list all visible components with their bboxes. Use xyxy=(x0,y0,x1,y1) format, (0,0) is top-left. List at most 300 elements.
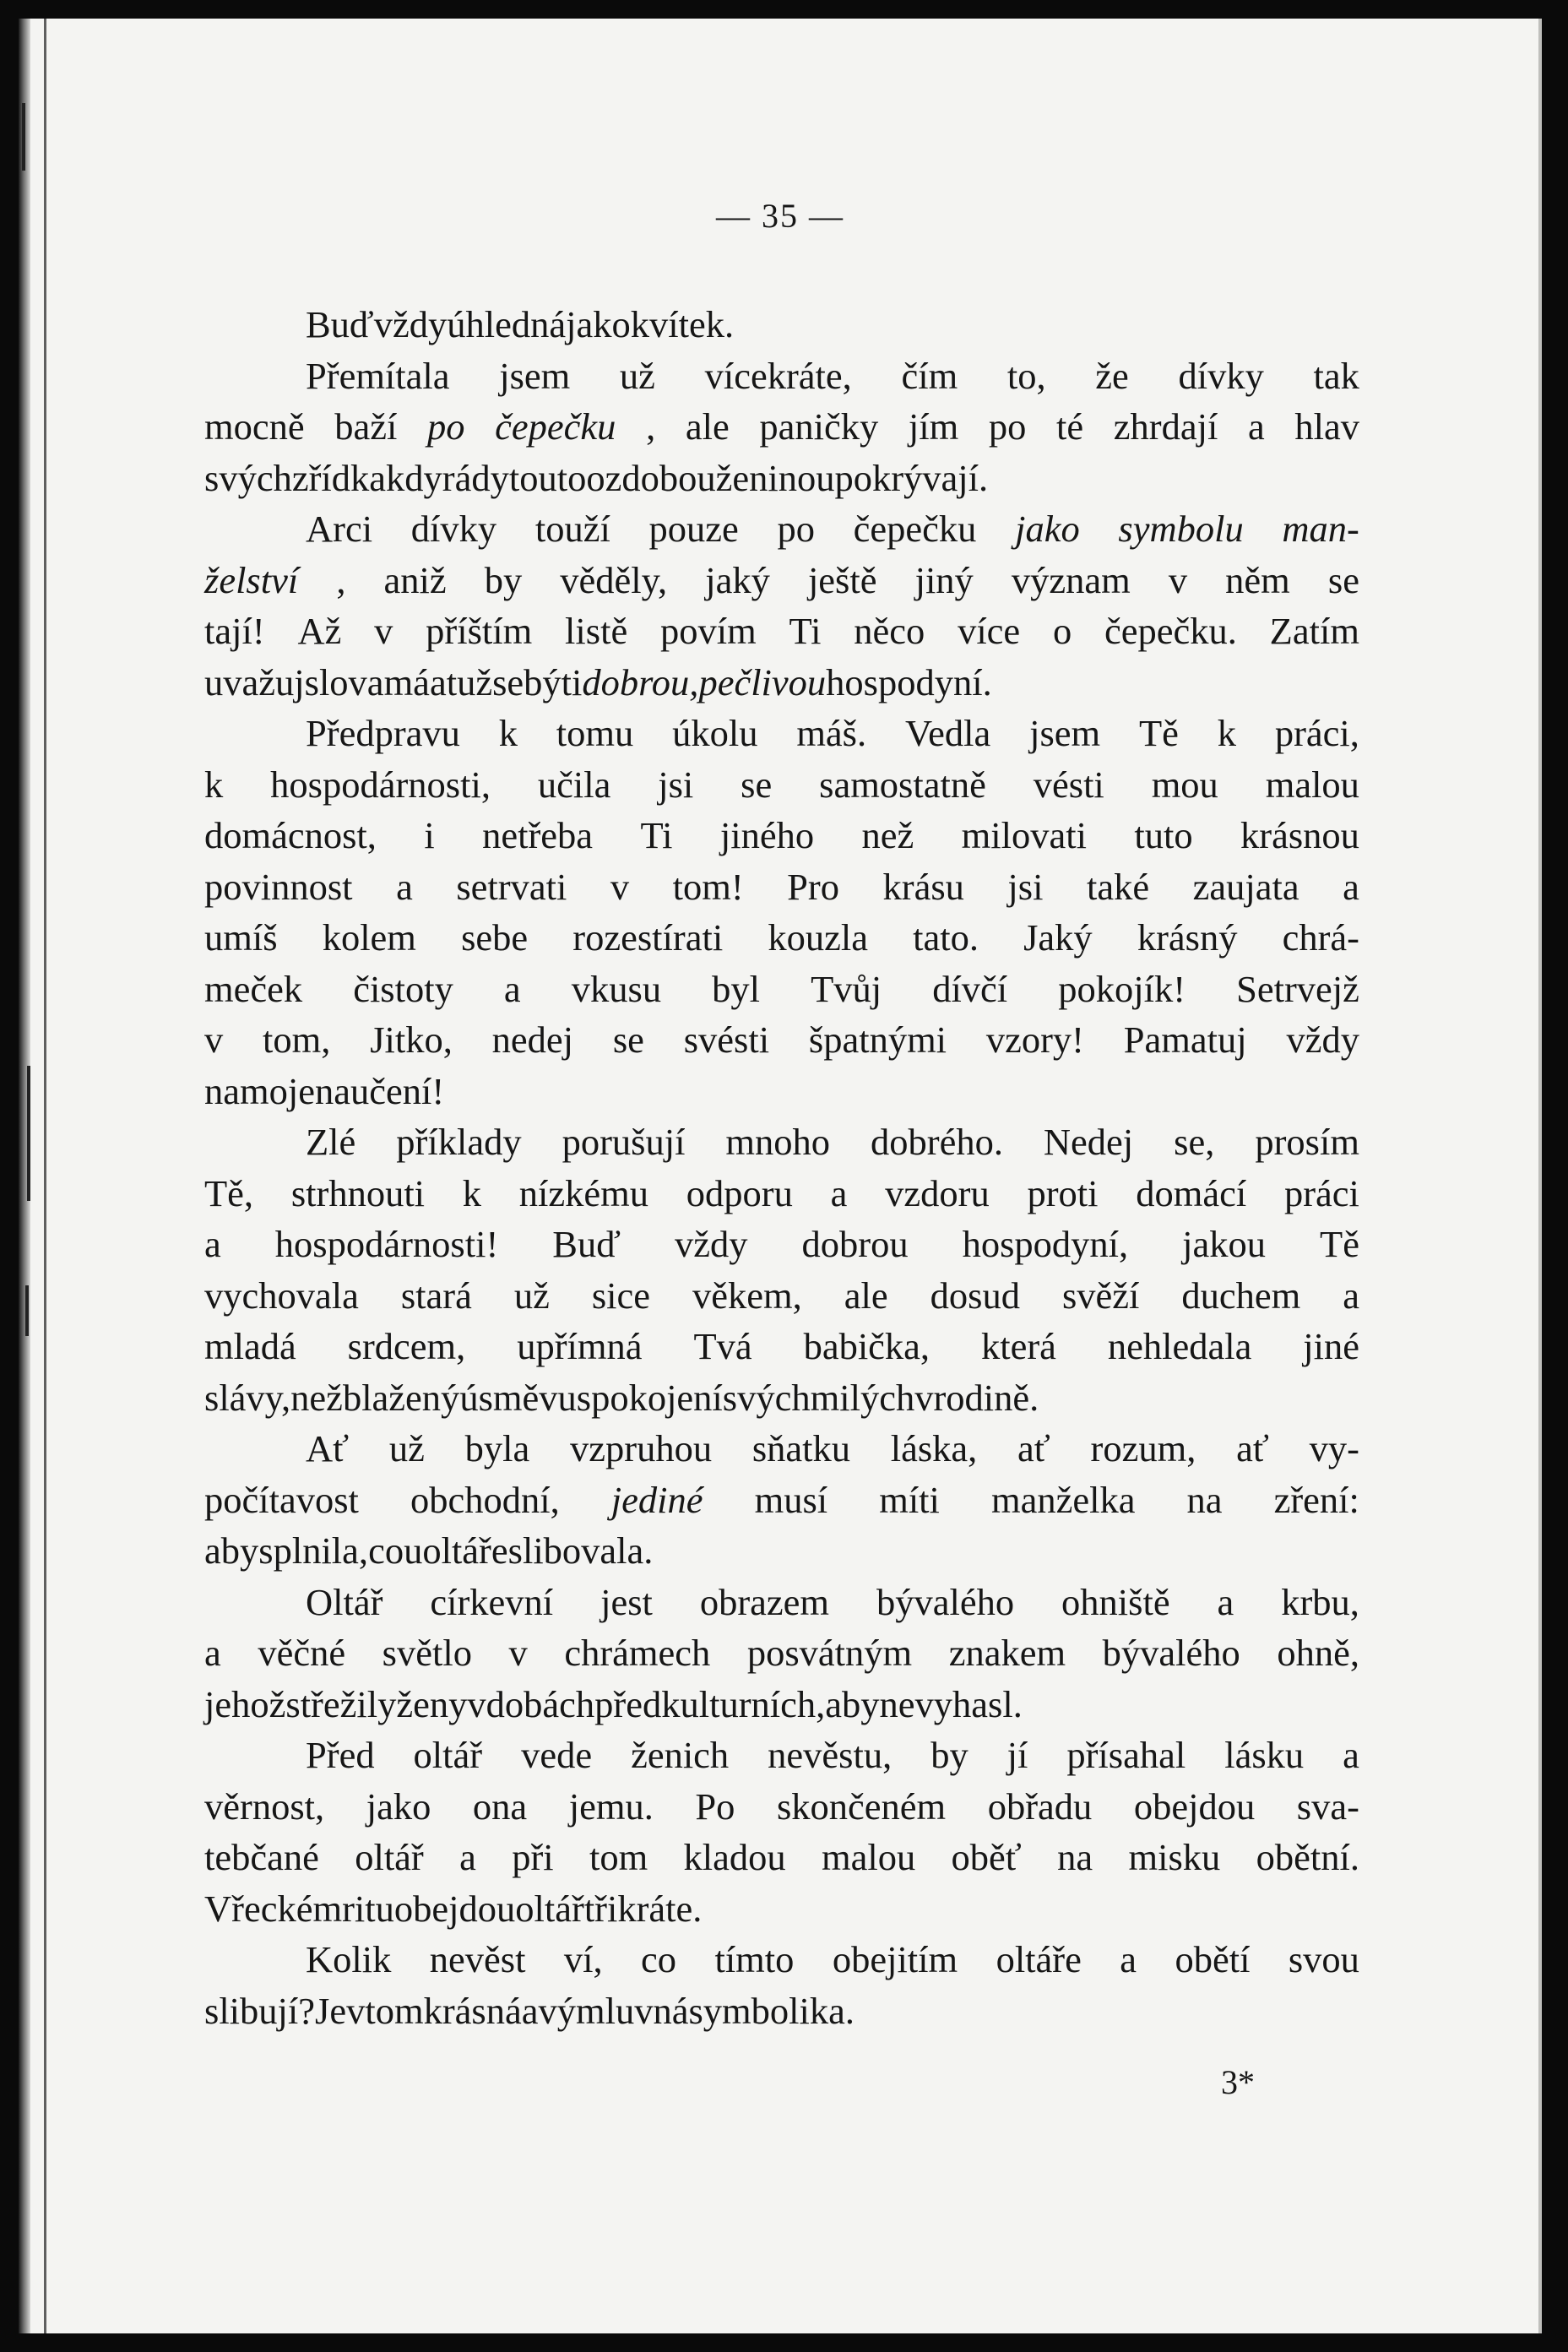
word: světlo xyxy=(382,1632,472,1674)
word: Vedla xyxy=(904,712,991,754)
word: a xyxy=(830,1171,848,1214)
word: čepečku xyxy=(495,405,616,448)
word: listě xyxy=(565,610,628,652)
word: jediné xyxy=(610,1478,703,1521)
word: sebe xyxy=(461,916,529,959)
word: práci xyxy=(1283,1171,1359,1214)
word: jako xyxy=(566,303,631,345)
word: mnoho xyxy=(725,1121,831,1163)
word: a xyxy=(503,967,521,1010)
word: kvítek. xyxy=(630,303,735,345)
text-line xyxy=(204,606,1359,657)
word: dívčí xyxy=(932,967,1008,1010)
word: krásná xyxy=(423,1989,522,2032)
word: Jitko, xyxy=(370,1018,453,1061)
word: a xyxy=(1343,865,1359,908)
word: mou xyxy=(1151,763,1218,806)
word: už xyxy=(388,1427,425,1469)
word: vícekráte, xyxy=(704,354,852,397)
word: upřímná xyxy=(517,1325,643,1367)
word: Po xyxy=(695,1784,735,1828)
word: , xyxy=(646,405,656,448)
word: bývalého xyxy=(876,1580,1015,1623)
word: posvátným xyxy=(746,1632,913,1674)
word: byla xyxy=(464,1427,530,1469)
word: než xyxy=(861,814,914,856)
word: tato. xyxy=(913,916,979,959)
word: ona xyxy=(472,1784,528,1828)
word: věkem, xyxy=(692,1274,802,1317)
word: třikráte. xyxy=(583,1887,703,1930)
word: baží xyxy=(334,405,398,448)
word: krásnou xyxy=(1240,814,1359,856)
word: mladá xyxy=(204,1325,296,1367)
word: a xyxy=(1343,1274,1359,1317)
word: dobách xyxy=(486,1682,595,1725)
word: jest xyxy=(600,1580,653,1623)
word: dobrou xyxy=(801,1223,909,1265)
word: slibují? xyxy=(204,1989,316,2032)
text-line xyxy=(204,810,1359,861)
word: dívky xyxy=(1178,354,1264,397)
word: lásku xyxy=(1224,1734,1305,1776)
word: setrvati xyxy=(456,865,567,908)
word: na xyxy=(204,1069,241,1112)
word: naučení! xyxy=(315,1069,445,1112)
word: vždy xyxy=(373,303,448,345)
word: obětí xyxy=(1175,1938,1251,1980)
word: už xyxy=(513,1274,550,1317)
word: obřadu xyxy=(987,1784,1093,1828)
word: oltář xyxy=(515,1887,584,1930)
word: jako xyxy=(366,1784,431,1828)
word: Tě xyxy=(1138,712,1179,754)
word: v xyxy=(610,865,630,908)
word: sva- xyxy=(1296,1784,1359,1828)
word: srdcem, xyxy=(347,1325,466,1367)
word: příklady xyxy=(396,1121,522,1163)
word: obrazem xyxy=(699,1580,830,1623)
word: a xyxy=(521,1989,539,2032)
word: touto xyxy=(508,456,587,499)
word: Tvá xyxy=(693,1325,752,1367)
word: se xyxy=(612,1018,644,1061)
word: netřeba xyxy=(482,814,594,856)
word: a xyxy=(1120,1938,1137,1980)
word: sňatku xyxy=(751,1427,850,1469)
word: ozdobou xyxy=(586,456,716,499)
text-line xyxy=(204,555,1359,606)
word: a xyxy=(1343,1734,1359,1776)
word: a xyxy=(204,1223,221,1265)
text-line xyxy=(204,1116,1359,1168)
word: na xyxy=(1186,1478,1223,1521)
word: by xyxy=(484,558,523,601)
text-line xyxy=(204,1066,1359,1117)
word: ale xyxy=(844,1274,888,1317)
word: po xyxy=(988,405,1027,448)
word: oltáře xyxy=(996,1938,1082,1980)
word: Přemítala xyxy=(306,354,450,397)
word: , xyxy=(336,558,346,601)
word: ať xyxy=(1017,1427,1050,1469)
word: vzpruhou xyxy=(570,1427,713,1469)
word: čím xyxy=(901,354,958,397)
word: Ti xyxy=(789,610,822,652)
word: slova xyxy=(304,660,384,703)
word: Arci xyxy=(306,508,373,550)
word: a xyxy=(1247,405,1265,448)
word: umíš xyxy=(204,916,278,959)
word: jí xyxy=(1006,1734,1028,1776)
word: duchem xyxy=(1181,1274,1301,1317)
word: želství xyxy=(204,558,299,601)
text-line xyxy=(204,1525,1359,1577)
word: sice xyxy=(591,1274,651,1317)
word: milovati xyxy=(961,814,1087,856)
word: v xyxy=(508,1632,528,1674)
word: jsem xyxy=(499,354,571,397)
word: uvažuj xyxy=(204,660,305,703)
word: chrámech xyxy=(564,1632,711,1674)
word: skončeném xyxy=(776,1784,947,1828)
text-line xyxy=(204,1985,1359,2037)
word: jsi xyxy=(1007,865,1044,908)
word: jím xyxy=(908,405,959,448)
word: oltáře xyxy=(422,1529,508,1572)
word: ale xyxy=(685,405,730,448)
word: v xyxy=(914,1376,934,1419)
word: vzory! xyxy=(985,1018,1084,1061)
word: krásný xyxy=(1137,916,1238,959)
word: věčné xyxy=(258,1632,346,1674)
word: Kolik xyxy=(306,1938,392,1980)
word: k xyxy=(204,763,224,806)
word: církevní xyxy=(430,1580,554,1623)
word: nevyhasl. xyxy=(879,1682,1023,1725)
text-line xyxy=(204,503,1359,555)
word: Pro xyxy=(787,865,839,908)
word: malou xyxy=(1265,763,1359,806)
text-line xyxy=(204,1014,1359,1066)
word: by xyxy=(930,1734,968,1776)
binding-line xyxy=(44,19,46,2333)
word: manželka xyxy=(990,1478,1136,1521)
word: dosud xyxy=(930,1274,1020,1317)
word: tom xyxy=(365,1989,424,2032)
text-line xyxy=(204,1679,1359,1730)
word: rodině. xyxy=(933,1376,1039,1419)
word: i xyxy=(424,814,435,856)
word: Tě xyxy=(1320,1223,1359,1265)
word: ritu xyxy=(342,1887,394,1930)
word: vkusu xyxy=(571,967,662,1010)
word: láska, xyxy=(890,1427,978,1469)
word: meček xyxy=(204,967,303,1010)
word: a xyxy=(204,1632,221,1674)
word: pouze xyxy=(648,508,739,550)
word: také xyxy=(1086,865,1150,908)
word: učila xyxy=(537,763,611,806)
word: milých xyxy=(810,1376,915,1419)
text-line xyxy=(204,1883,1359,1935)
word: se xyxy=(741,763,773,806)
word: čistoty xyxy=(353,967,453,1010)
word: zřídka xyxy=(291,456,387,499)
word: Tě, xyxy=(204,1171,254,1214)
word: jako xyxy=(1015,508,1080,550)
word: obchodní, xyxy=(410,1478,560,1521)
word: Pamatuj xyxy=(1123,1018,1247,1061)
word: Buď xyxy=(306,303,374,345)
word: tom xyxy=(589,1836,648,1878)
word: čepečku. xyxy=(1104,610,1237,652)
word: po xyxy=(777,508,815,550)
word: domácnost, xyxy=(204,814,377,856)
word: čepečku xyxy=(853,508,977,550)
page-right-edge xyxy=(1538,19,1542,2333)
word: a xyxy=(429,660,447,703)
word: předkulturních, xyxy=(594,1682,826,1725)
word: Předpravu xyxy=(306,712,460,754)
word: odporu xyxy=(686,1171,793,1214)
word: která xyxy=(980,1325,1056,1367)
word: Jaký xyxy=(1023,916,1093,959)
word: ženinou xyxy=(715,456,835,499)
word: se xyxy=(492,660,524,703)
word: uspokojení xyxy=(557,1376,723,1419)
word: máš. xyxy=(796,712,867,754)
word: hospodárnosti! xyxy=(274,1223,499,1265)
word: Zatím xyxy=(1269,610,1359,652)
word: k xyxy=(498,712,518,754)
word: obejitím xyxy=(832,1938,958,1980)
word: obětní. xyxy=(1256,1836,1359,1878)
word: hospodárnosti, xyxy=(270,763,491,806)
word: misku xyxy=(1128,1836,1221,1878)
word: po xyxy=(427,405,465,448)
text-line xyxy=(204,401,1359,453)
word: svou xyxy=(1288,1938,1359,1980)
word: té xyxy=(1056,405,1084,448)
word: svěží xyxy=(1061,1274,1140,1317)
word: přísahal xyxy=(1066,1734,1186,1776)
text-line xyxy=(204,1372,1359,1424)
word: rozum, xyxy=(1090,1427,1196,1469)
word: zaujata xyxy=(1192,865,1299,908)
word: ženich xyxy=(631,1734,730,1776)
word: jiný xyxy=(914,558,974,601)
text-line xyxy=(204,964,1359,1015)
word: ví, xyxy=(563,1938,603,1980)
word: Až xyxy=(297,610,342,652)
word: hospodyní, xyxy=(962,1223,1129,1265)
word: aby xyxy=(825,1682,880,1725)
word: tají! xyxy=(204,610,265,652)
word: touží xyxy=(534,508,610,550)
signature-mark: 3* xyxy=(1221,2063,1255,2101)
word: vzdoru xyxy=(885,1171,990,1214)
word: tomu xyxy=(556,712,634,754)
word: jsem xyxy=(1029,712,1101,754)
word: samostatně xyxy=(819,763,986,806)
word: střežily xyxy=(285,1682,397,1725)
word: pečlivou xyxy=(698,660,827,703)
word: povím xyxy=(659,610,757,652)
word: oltář xyxy=(413,1734,483,1776)
word: v xyxy=(346,1989,366,2032)
word: V xyxy=(204,1887,232,1930)
edge-mark xyxy=(27,1066,30,1201)
word: u xyxy=(404,1529,423,1572)
word: k xyxy=(1217,712,1236,754)
word: ženy xyxy=(396,1682,468,1725)
word: něco xyxy=(854,610,925,652)
word: krbu, xyxy=(1281,1580,1359,1623)
word: jaký xyxy=(705,558,770,601)
word: ohně, xyxy=(1277,1632,1359,1674)
word: hlav xyxy=(1294,405,1359,448)
word: oběť xyxy=(951,1836,1022,1878)
word: k xyxy=(462,1171,482,1214)
word: a xyxy=(1217,1580,1234,1623)
text-line xyxy=(204,1321,1359,1372)
text-line xyxy=(204,657,1359,709)
text-line xyxy=(204,1781,1359,1833)
word: domácí xyxy=(1136,1171,1247,1214)
word: věděly, xyxy=(560,558,668,601)
word: ještě xyxy=(807,558,877,601)
word: Nedej xyxy=(1043,1121,1134,1163)
text-line xyxy=(204,861,1359,913)
text-line xyxy=(204,759,1359,811)
word: Před xyxy=(306,1734,375,1776)
word: kolem xyxy=(322,916,416,959)
word: Je xyxy=(315,1989,347,2032)
word: stará xyxy=(400,1274,472,1317)
word: zření: xyxy=(1273,1478,1359,1521)
word: a xyxy=(459,1836,476,1878)
word: ohniště xyxy=(1061,1580,1170,1623)
text-line xyxy=(204,1832,1359,1883)
page-number: — 35 — xyxy=(716,197,844,235)
word: dívky xyxy=(410,508,497,550)
word: počítavost xyxy=(204,1478,359,1521)
word: obejdou xyxy=(393,1887,516,1930)
word: tom, xyxy=(263,1018,331,1061)
text-line xyxy=(204,912,1359,964)
word: krásu xyxy=(882,865,964,908)
word: slibovala. xyxy=(507,1529,654,1572)
word: práci, xyxy=(1274,712,1359,754)
text-line xyxy=(204,453,1359,504)
word: jsi xyxy=(658,763,694,806)
word: pokrývají. xyxy=(834,456,989,499)
word: dobrého. xyxy=(871,1121,1003,1163)
word: vede xyxy=(521,1734,593,1776)
word: jiného xyxy=(719,814,815,856)
word: úhledná xyxy=(447,303,567,345)
word: zhrdají xyxy=(1113,405,1218,448)
word: hospodyní. xyxy=(826,660,992,703)
word: už xyxy=(619,354,655,397)
word: úsměv xyxy=(459,1376,558,1419)
word: slávy, xyxy=(204,1376,291,1419)
text-line xyxy=(204,1627,1359,1679)
word: tímto xyxy=(714,1938,795,1980)
edge-mark xyxy=(25,1285,29,1336)
word: pokojík! xyxy=(1058,967,1186,1010)
word: kdy xyxy=(386,456,442,499)
word: strhnouti xyxy=(290,1171,426,1214)
word: dobrou, xyxy=(582,660,699,703)
word: prosím xyxy=(1255,1121,1359,1163)
edge-mark xyxy=(22,103,25,171)
word: více xyxy=(958,610,1021,652)
word: rády xyxy=(442,456,509,499)
word: význam xyxy=(1011,558,1131,601)
text-line xyxy=(204,299,1359,350)
word: tebčané xyxy=(204,1836,319,1878)
word: nehledala xyxy=(1107,1325,1252,1367)
word: svých xyxy=(204,456,292,499)
word: Oltář xyxy=(306,1580,383,1623)
word: tom! xyxy=(672,865,744,908)
word: má xyxy=(383,660,430,703)
word: byl xyxy=(712,967,761,1010)
word: co xyxy=(368,1529,404,1572)
word: vždy xyxy=(1286,1018,1359,1061)
word: úkolu xyxy=(672,712,758,754)
word: musí xyxy=(754,1478,828,1521)
word: Tvůj xyxy=(811,967,882,1010)
word: svésti xyxy=(683,1018,770,1061)
text-line xyxy=(204,1270,1359,1322)
word: porušují xyxy=(562,1121,686,1163)
word: tuž xyxy=(446,660,493,703)
text-line xyxy=(204,1168,1359,1219)
word: vždy xyxy=(674,1223,748,1265)
word: jemu. xyxy=(568,1784,654,1828)
word: aby xyxy=(204,1529,259,1572)
book-page xyxy=(19,19,1542,2333)
word: nevěstu, xyxy=(768,1734,893,1776)
word: jehož xyxy=(204,1682,286,1725)
word: než xyxy=(290,1376,343,1419)
word: v xyxy=(1168,558,1188,601)
word: nedej xyxy=(491,1018,574,1061)
word: chrá- xyxy=(1282,916,1359,959)
word: že xyxy=(1095,354,1129,397)
word: Buď xyxy=(552,1223,621,1265)
word: obejdou xyxy=(1133,1784,1256,1828)
word: bývalého xyxy=(1102,1632,1240,1674)
word: moje xyxy=(240,1069,315,1112)
text-line xyxy=(204,1219,1359,1270)
word: paničky xyxy=(759,405,879,448)
word: kladou xyxy=(683,1836,786,1878)
word: symbolu xyxy=(1118,508,1244,550)
word: v xyxy=(204,1018,224,1061)
word: Setrvejž xyxy=(1236,967,1359,1010)
word: povinnost xyxy=(204,865,353,908)
text-line xyxy=(204,350,1359,402)
word: věrnost, xyxy=(204,1784,325,1828)
word: nevěst xyxy=(429,1938,526,1980)
word: Ti xyxy=(640,814,673,856)
word: míti xyxy=(879,1478,940,1521)
word: se, xyxy=(1174,1121,1215,1163)
